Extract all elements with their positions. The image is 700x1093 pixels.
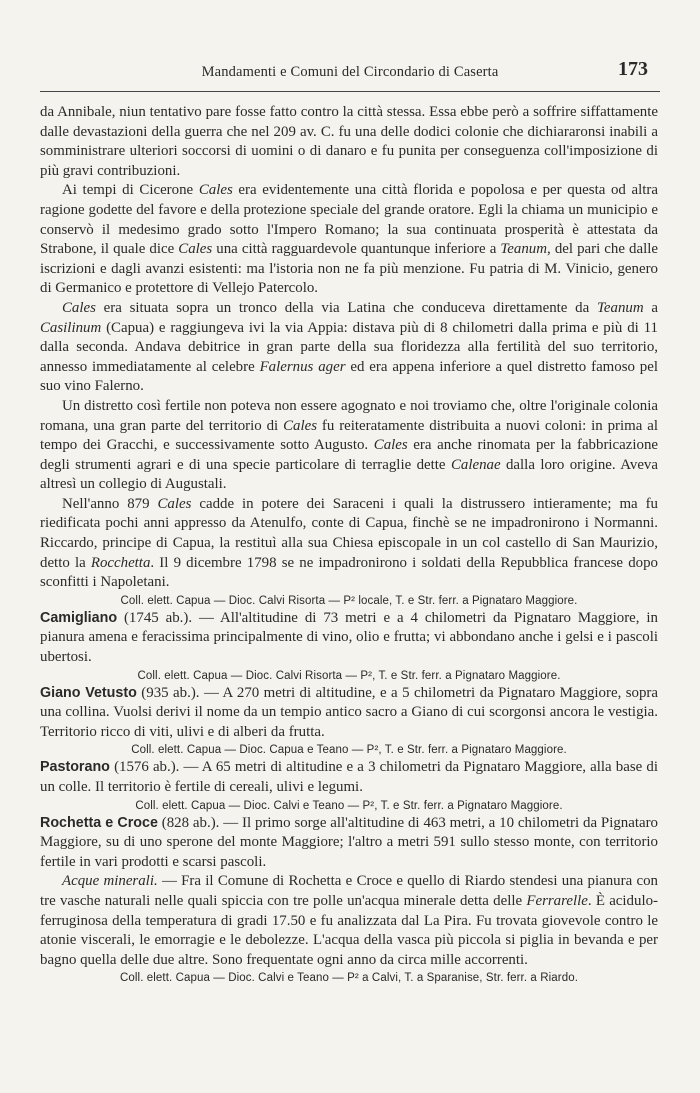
- text-run: era anche rinomata per la fabbricazione degli strumenti agrari e di una specie particolare di terraglie dette: [40, 437, 659, 473]
- paragraph-text: da Annibale, niun tentativo pare fosse fatto contro la città stessa. Essa ebbe però a soffrire siffattamente dalle devastazioni della guerra che nel 209 av. C. fu una delle dodici colonie che dichiararonsi inabili a somministrare ulteriori soccorsi di uomini o di danaro e fu punita per conseguenza coll'imposizione di più gravi contribuzioni.: [40, 104, 658, 179]
- text-run: una città ragguardevole quantunque inferiore a: [212, 241, 501, 258]
- paragraph-annibale: [40, 103, 658, 181]
- text-run: (Capua) e raggiungeva ivi la via Appia: distava più di 8 chilometri dalla prima e più di 11 dalla seconda. Andava debitrice in gran parte della sua floridezza alla fertilità del suo territorio, annesso immediatamente al celebre: [40, 319, 658, 375]
- text-run: . Il 9 dicembre 1798 se ne impadronirono i soldati della Repubblica francese dopo sconfitti i Napoletani.: [40, 554, 658, 591]
- italic-term: Casilinum: [40, 319, 102, 336]
- italic-term: Acque minerali.: [62, 873, 158, 890]
- text-run: ed era appena inferiore a quel distretto famoso pel suo vino Falerno.: [40, 358, 658, 395]
- italic-term: Falernus ager: [259, 358, 346, 375]
- page-header: [40, 58, 660, 88]
- collegio-note-calvi: Coll. elett. Capua — Dioc. Calvi Risorta — P² locale, T. e Str. ferr. a Pignataro Maggiore.: [120, 594, 578, 607]
- italic-term: Calenae: [450, 456, 501, 473]
- italic-term: Ferrarelle: [526, 892, 588, 909]
- header-rule: [40, 91, 660, 92]
- entry-camigliano: [40, 609, 658, 668]
- italic-term: Cales: [178, 241, 213, 258]
- paragraph-cicerone: [40, 181, 658, 299]
- text-run: era evidentemente una città florida e popolosa e per questa od altra ragione godette del favore e della protezione speciale del grande oratore. Egli la chiama un municipio e conservò il medesimo grado sotto l'Impero Romano; la sua continuata prosperità è attestata da Strabone, il quale dice: [40, 182, 659, 258]
- entry-text: (1745 ab.). — All'altitudine di 73 metri e a 4 chilometri da Pignataro Maggiore, in pianura amena e feracissima principalmente di vino, olio e frutta; vi abbondano anche i gelsi e i pascoli ubertosi.: [40, 609, 658, 666]
- text-run: — Fra il Comune di Rochetta e Croce e quello di Riardo stendesi una pianura con tre vasche naturali nelle quali spiccia con tre polle un'acqua minerale detta delle: [40, 873, 658, 909]
- text-run: Un distretto così fertile non poteva non essere agognato e noi troviamo che, oltre l'originale colonia romana, una gran parte del territorio di: [40, 397, 658, 434]
- paragraph-acque-minerali: [40, 872, 658, 970]
- italic-term: Teanum: [597, 299, 644, 316]
- entry-text: (1576 ab.). — A 65 metri di altitudine e a 3 chilometri da Pignataro Maggiore, alla base di un colle. Il territorio è fertile di cereali, ulivi e legumi.: [40, 759, 658, 795]
- text-run: dalla loro origine. Aveva altresì un collegio di Augustali.: [40, 456, 658, 493]
- entry-title: Pastorano: [40, 759, 110, 776]
- paragraph-distretto: [40, 397, 658, 495]
- collegio-note-pastorano: Coll. elett. Capua — Dioc. Calvi e Teano — P², T. e Str. ferr. a Pignataro Maggiore.: [135, 799, 563, 812]
- italic-term: Cales: [198, 182, 233, 199]
- paragraph-via-latina: [40, 299, 658, 397]
- entry-title: Camigliano: [40, 609, 118, 626]
- entry-giano-vetusto: [40, 684, 658, 743]
- text-run: , del pari che dalle iscrizioni e dagli avanzi esistenti: ma l'istoria non ne fa più menzione. Fu patria di M. Vinicio, genero di Germanico e protettore di Vellejo Patercolo.: [40, 241, 658, 297]
- main-text: [40, 103, 658, 986]
- text-run: fu reiteratamente distribuita a nuovi coloni: in prima al tempo dei Gracchi, e successivamente sotto Augusto.: [40, 417, 658, 454]
- text-run: . È acidulo-ferruginosa della temperatura di gradi 17.50 e fu analizzata dal La Pira. Fu trovata giovevole contro le atonie viscerali, le emorragie e le debolezze. L'acqua della vasca più piccola si piglia in bevanda e per bagno quella delle due altre. Sono frequentate ogni anno da circa mille accorrenti.: [40, 892, 658, 968]
- italic-term: Teanum: [500, 241, 548, 258]
- italic-term: Cales: [62, 299, 96, 316]
- italic-term: Cales: [373, 437, 408, 454]
- page-number: 173: [618, 58, 648, 80]
- entry-pastorano: [40, 758, 658, 797]
- running-title: Mandamenti e Comuni del Circondario di Caserta: [201, 64, 499, 80]
- text-run: Nell'anno 879: [62, 495, 158, 512]
- italic-term: Cales: [157, 495, 192, 512]
- italic-term: Rocchetta: [90, 554, 151, 571]
- entry-rochetta-croce: [40, 814, 658, 873]
- text-run: a: [643, 299, 658, 316]
- entry-title: Rochetta e Croce: [40, 814, 158, 831]
- italic-term: Cales: [283, 417, 318, 434]
- text-run: era situata sopra un tronco della via Latina che conduceva direttamente da: [95, 299, 597, 316]
- text-run: cadde in potere dei Saraceni i quali la distrussero intieramente; ma fu riedificata pochi anni appresso da Atenulfo, conte di Capua, finchè se ne impadronirono i Normanni. Riccardo, principe di Capua, la restituì alla sua Chiesa episcopale in un col castello di San Maurizio, detto la: [40, 495, 658, 571]
- text-run: Ai tempi di Cicerone: [62, 182, 199, 199]
- collegio-note-giano: Coll. elett. Capua — Dioc. Capua e Teano — P², T. e Str. ferr. a Pignataro Maggiore.: [131, 744, 567, 757]
- entry-text: (935 ab.). — A 270 metri di altitudine, e a 5 chilometri da Pignataro Maggiore, sopra una collina. Vuolsi derivi il nome da un tempio antico sacro a Giano di cui scorgonsi ancora le vestigia. Territorio ricco di viti, ulivi e di alberi da frutta.: [40, 684, 658, 740]
- entry-text: (828 ab.). — Il primo sorge all'altitudine di 463 metri, a 10 chilometri da Pignataro Maggiore, su di uno sperone del monte Maggiore; l'altro a metri 591 sullo stesso monte, con territorio fertile in vari prodotti e scarsi pascoli.: [40, 814, 658, 870]
- entry-title: Giano Vetusto: [40, 684, 137, 701]
- collegio-note-rochetta: Coll. elett. Capua — Dioc. Calvi e Teano — P² a Calvi, T. a Sparanise, Str. ferr. a Riardo.: [119, 972, 578, 985]
- paragraph-saraceni: [40, 495, 658, 593]
- collegio-note-camigliano: Coll. elett. Capua — Dioc. Calvi Risorta — P², T. e Str. ferr. a Pignataro Maggiore.: [137, 669, 561, 682]
